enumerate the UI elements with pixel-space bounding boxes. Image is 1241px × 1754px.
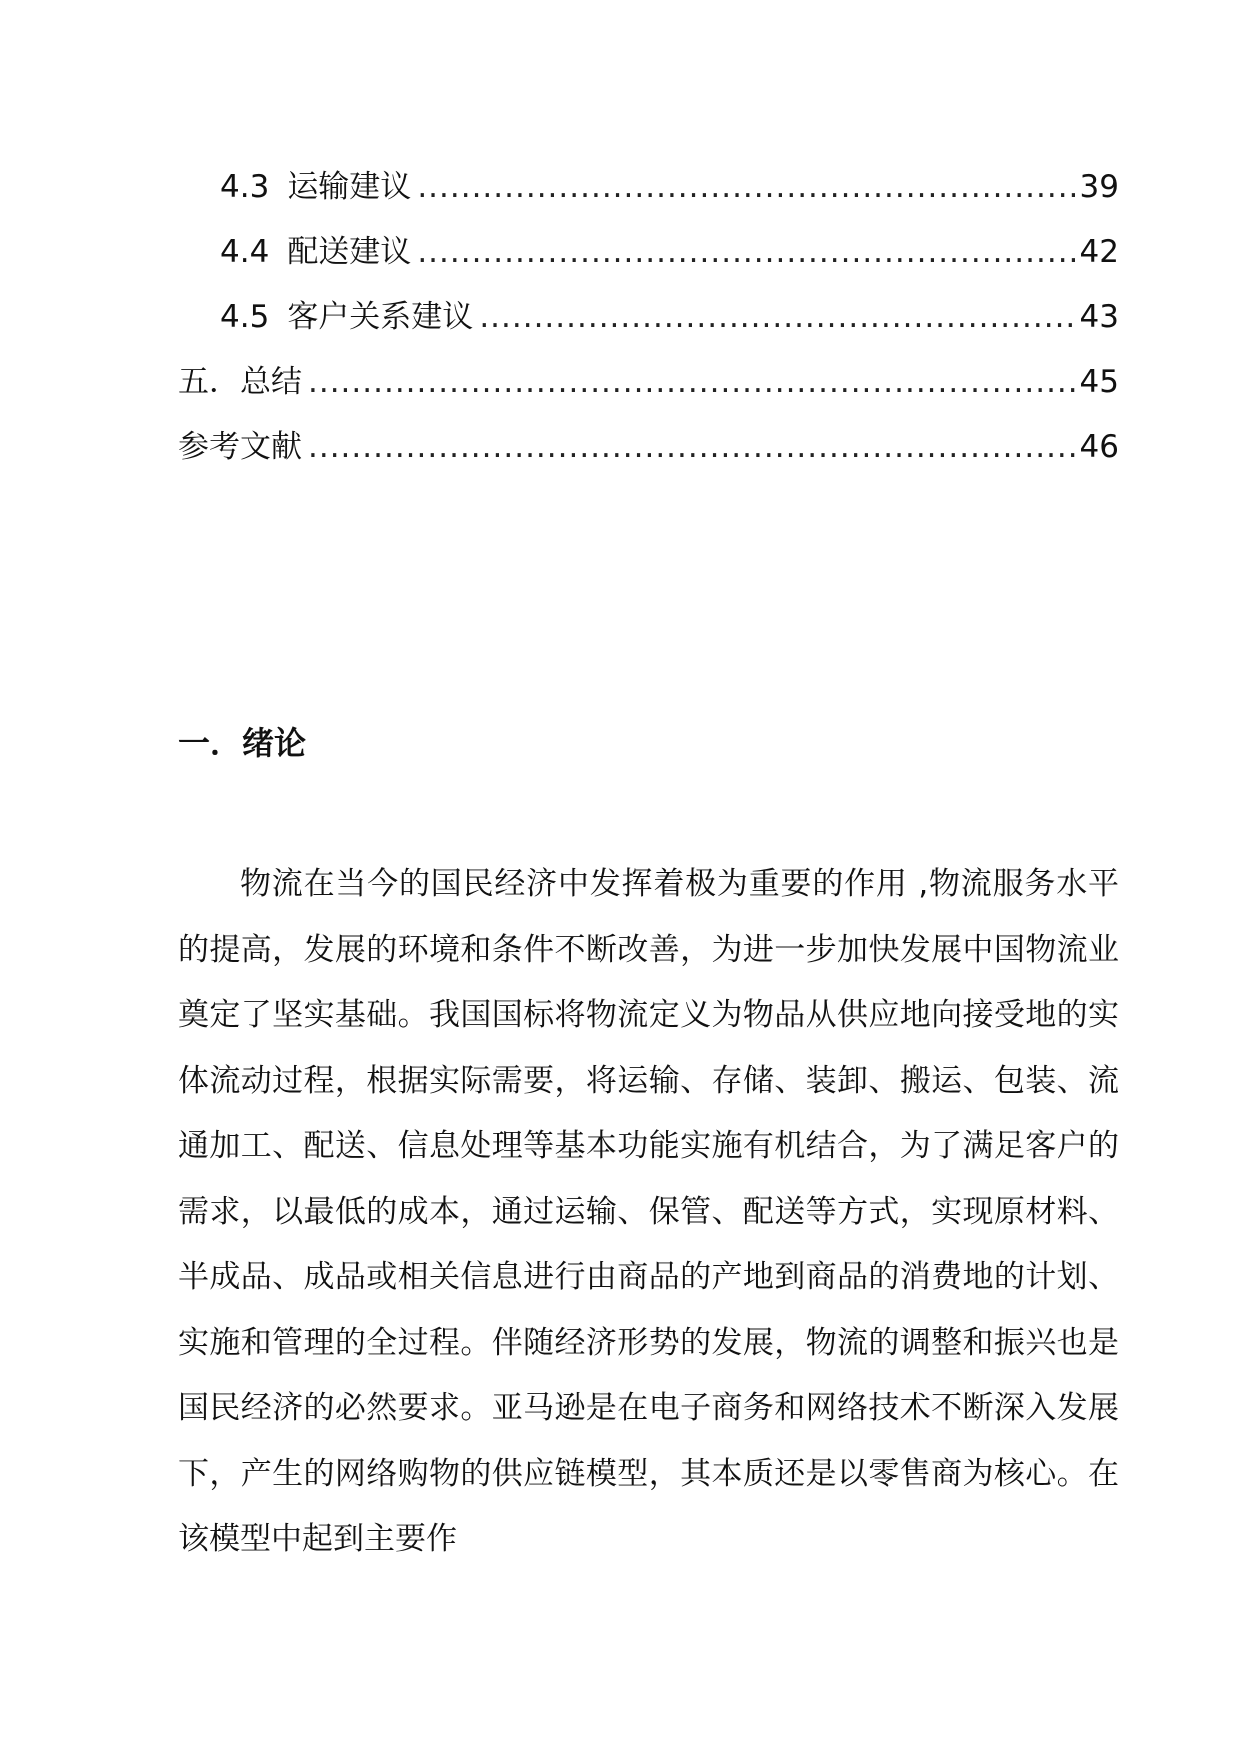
toc-leader-dots — [479, 285, 1077, 350]
toc-entry-page: 39 — [1079, 169, 1119, 205]
toc-entry-4-3[interactable] — [178, 155, 1119, 220]
toc-entry-title: 运输建议 — [287, 169, 412, 205]
toc-entry-4-4[interactable] — [178, 220, 1119, 285]
toc-entry-references[interactable] — [178, 415, 1119, 480]
toc-leader-dots — [417, 155, 1077, 220]
toc-entry-4-5[interactable] — [178, 285, 1119, 350]
toc-entry-number: 4.5 — [220, 299, 270, 335]
toc-entry-page: 45 — [1079, 364, 1119, 400]
toc-leader-dots — [308, 350, 1078, 415]
toc-entry-number: 4.3 — [220, 169, 270, 205]
toc-entry-title: 参考文献 — [178, 429, 302, 465]
toc-entry-title: 五．总结 — [178, 364, 302, 400]
toc-leader-dots — [308, 415, 1078, 480]
toc-entry-title: 配送建议 — [287, 234, 412, 270]
toc-entry-number: 4.4 — [220, 234, 270, 270]
toc-entry-title: 客户关系建议 — [287, 299, 474, 335]
body-paragraph: 物流在当今的国民经济中发挥着极为重要的作用 ,物流服务水平的提高，发展的环境和条件不断改善，为进一步加快发展中国物流业奠定了坚实基础。我国国标将物流定义为物品从供应地向接受地的实体流动过程，根据实际需要，将运输、存储、装卸、搬运、包装、流通加工、配送、信息处理等基本功能实施有机结合，为了满足客户的需求，以最低的成本，通过运输、保管、配送等方式，实现原材料、半成品、成品或相关信息进行由商品的产地到商品的消费地的计划、实施和管理的全过程。伴随经济形势的发展，物流的调整和振兴也是国民经济的必然要求。亚马逊是在电子商务和网络技术不断深入发展下，产生的网络购物的供应链模型，其本质还是以零售商为核心。在该模型中起到主要作 — [178, 866, 1119, 1557]
toc-leader-dots — [417, 220, 1077, 285]
section-heading: 一．绪论 — [178, 724, 307, 762]
toc-entry-page: 43 — [1079, 299, 1119, 335]
toc-entry-summary[interactable] — [178, 350, 1119, 415]
toc-entry-page: 46 — [1079, 429, 1119, 465]
table-of-contents — [178, 155, 1119, 480]
toc-entry-page: 42 — [1079, 234, 1119, 270]
